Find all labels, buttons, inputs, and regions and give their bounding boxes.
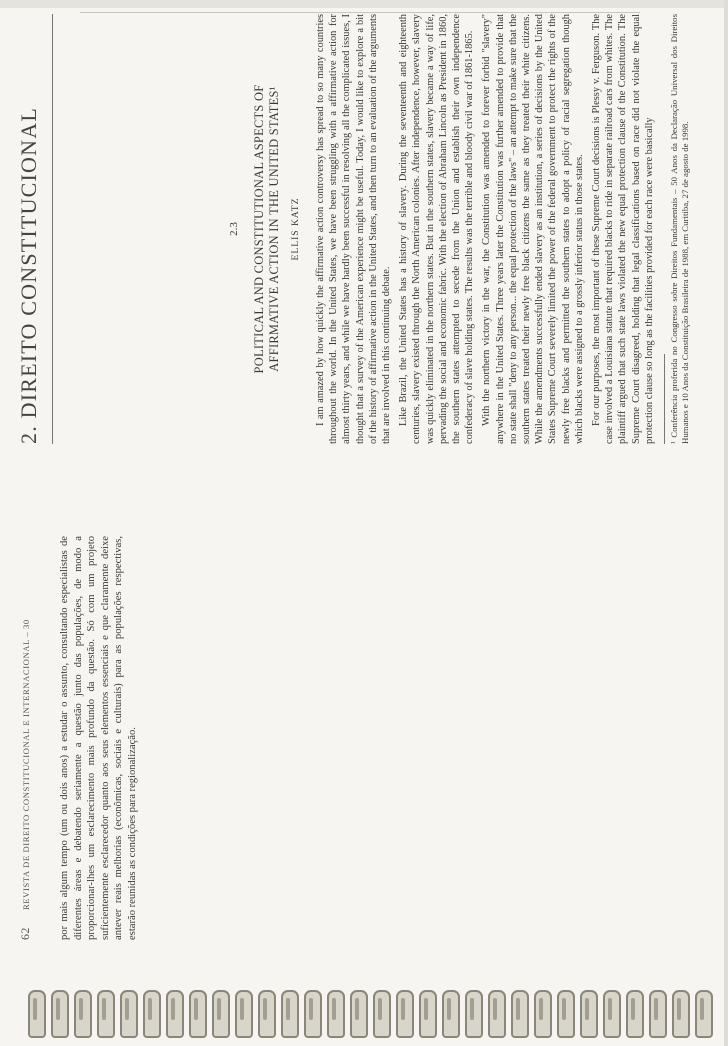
binding-ring — [212, 990, 230, 1038]
binding-ring — [51, 990, 69, 1038]
section-title: 2. DIREITO CONSTITUCIONAL — [16, 107, 41, 444]
binding-ring — [281, 990, 299, 1038]
footnote-rule — [664, 354, 665, 444]
body-paragraph: With the northern victory in the war, the Constitution was amended to forever forbid "slavery" anywhere in the United States. Three years later the Constitution was further amended to provide that no state shall "deny to any person... the equal protection of the laws" – an attempt to make sure that the southern states treated their newly free black citizens the same as they treated their white citizens. While the amendments successfully ended slavery as an institution, a series of decisions by the United States Supreme Court severely limited the power of the federal government to protect the rights of the newly free blacks and permitted the southern states to adopt a policy of racial segregation though which blacks were assigned to a grossly inferior status in those states. — [481, 14, 585, 444]
binding-ring — [442, 990, 460, 1038]
binding-ring — [74, 990, 92, 1038]
page-number: 62 — [18, 927, 32, 940]
section-rule — [52, 14, 53, 444]
binding-ring — [120, 990, 138, 1038]
article-number: 2.3 — [228, 222, 240, 236]
binding-ring — [97, 990, 115, 1038]
binding-ring — [695, 990, 713, 1038]
binding-ring — [327, 990, 345, 1038]
running-head — [18, 619, 33, 940]
body-paragraph: Like Brazil, the United States has a history of slavery. During the seventeenth and eighteenth centuries, slavery existed through the North American colonies. After independence, however, slavery was quickly eliminated in the northern states. But in the southern states, slavery became a way of life, pervading the social and economic fabric. With the election of Abraham Lincoln as President in 1860, the southern states attempted to secede from the Union and establish their own independence confederacy of slave holding states. The results was the terrible and bloody civil war of 1861-1865. — [398, 14, 476, 444]
binding-ring — [511, 990, 529, 1038]
binding-ring — [534, 990, 552, 1038]
binding-ring — [649, 990, 667, 1038]
binding-ring — [28, 990, 46, 1038]
footnote: ¹ Conferência proferida no Congresso sobre Direitos Fundamentais – 50 Anos da Declaração Universal dos Direitos Humanos e 10 Anos da Constituição Brasileira de 1988, em Curitiba, 27 de agosto de 1998. — [669, 14, 691, 444]
binding-ring — [419, 990, 437, 1038]
binding-ring — [488, 990, 506, 1038]
binding-ring — [465, 990, 483, 1038]
left-paragraph: por mais algum tempo (um ou dois anos) a estudar o assunto, consultando especialistas de diferentes áreas e debatendo seriamente a questão junto das populações, de modo a proporcionar-lhes um esclarecimento mais profundo da questão. Só com um projeto suficientemente esclarecedor quanto aos seus elementos essenciais e que claramente deixe antever reais melhorias (econômicas, sociais e culturais) para as populações respectivas, estarão reunidas as condições para regionalização. — [59, 536, 138, 940]
binding-ring — [626, 990, 644, 1038]
article-title-line-2: AFFIRMATIVE ACTION IN THE UNITED STATES¹ — [267, 86, 281, 372]
binding-ring — [258, 990, 276, 1038]
binding-ring — [557, 990, 575, 1038]
body-paragraph: For our purposes, the most important of these Supreme Court decisions is Plessy v. Ferguson. The case involved a Louisiana statute that required blacks to ride in separate railroad cars from whites. The plaintiff argued that such state laws violated the new equal protection clause of the Constitution. The Supreme Court disagreed, holding that legal classifications based on race did not violate the equal protection clause so long as the facilities provided for each race were basically — [591, 14, 655, 444]
body-paragraph: I am amazed by how quickly the affirmative action controversy has spread to so many countries throughout the world. In the United States, we have been struggling with a affirmative action for almost thirty years, and while we have hardly been successful in resolving all the complicated issues, I thought that a survey of the American experience might be useful. Today, I would like to explore a bit of the history of affirmative action in the United States, and then turn to an evaluation of the arguments that are involved in this continuing debate. — [315, 14, 393, 444]
article-title-line-1: POLITICAL AND CONSTITUTIONAL ASPECTS OF — [252, 84, 266, 374]
binding-ring — [189, 990, 207, 1038]
article-title — [252, 14, 282, 444]
binding-ring — [672, 990, 690, 1038]
binding-ring — [580, 990, 598, 1038]
binding-ring — [350, 990, 368, 1038]
binding-ring — [143, 990, 161, 1038]
spiral-binding — [0, 974, 728, 1046]
left-column — [58, 536, 140, 940]
article-author: ELLIS KATZ — [290, 197, 301, 261]
binding-ring — [166, 990, 184, 1038]
binding-ring — [304, 990, 322, 1038]
journal-name: REVISTA DE DIREITO CONSTITUCIONAL E INTERNACIONAL – 30 — [21, 619, 31, 911]
scan-artifact-line — [80, 12, 640, 13]
rotated-page-content — [14, 0, 714, 1000]
page-edge-right — [724, 0, 728, 1046]
binding-ring — [396, 990, 414, 1038]
binding-ring — [603, 990, 621, 1038]
binding-ring — [373, 990, 391, 1038]
binding-ring — [235, 990, 253, 1038]
article-body — [314, 14, 695, 444]
